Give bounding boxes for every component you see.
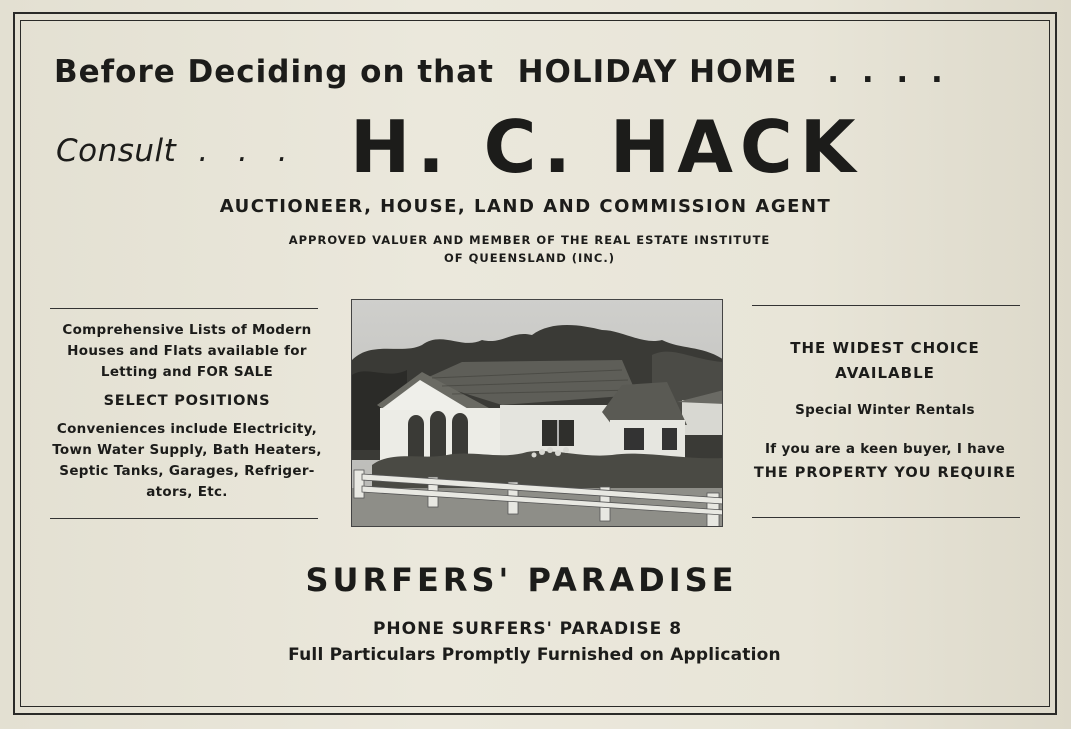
left-bottom-rule xyxy=(50,518,318,519)
conveniences-line-4: ators, Etc. xyxy=(146,484,228,500)
approved-valuer xyxy=(0,231,1071,267)
listings-block xyxy=(48,320,326,503)
listings-line-2: Houses and Flats available for xyxy=(67,343,307,359)
left-top-rule xyxy=(50,308,318,309)
conveniences-line-3: Septic Tanks, Garages, Refriger- xyxy=(59,463,315,479)
listings-line-3: Letting and FOR SALE xyxy=(100,364,274,380)
particulars-line xyxy=(0,645,1071,665)
particulars-text: Full Particulars Promptly Furnished on Application xyxy=(288,645,781,665)
agent-role xyxy=(0,196,1071,217)
location-text: SURFERS' PARADISE xyxy=(305,561,738,599)
keen-buyer-text: If you are a keen buyer, I have xyxy=(764,441,1006,457)
right-bottom-rule xyxy=(752,517,1020,518)
agent-name: H. C. HACK xyxy=(350,105,863,189)
conveniences-line-2: Town Water Supply, Bath Heaters, xyxy=(52,442,322,458)
phone-line xyxy=(0,619,1071,639)
widest-choice-line-1: THE WIDEST CHOICE xyxy=(790,339,980,357)
select-positions: SELECT POSITIONS xyxy=(103,393,271,409)
consult-dots: . . . xyxy=(198,133,298,169)
choice-block xyxy=(740,336,1030,485)
widest-choice-line-2: AVAILABLE xyxy=(835,364,935,382)
approved-line-2: OF QUEENSLAND (INC.) xyxy=(444,251,615,265)
approved-line-1: APPROVED VALUER AND MEMBER OF THE REAL ESTATE INSTITUTE xyxy=(288,233,771,247)
headline xyxy=(54,54,949,90)
house-illustration xyxy=(352,300,723,527)
consult-label: Consult xyxy=(56,133,177,169)
headline-text: Before Deciding on that xyxy=(54,54,494,90)
phone-text: PHONE SURFERS' PARADISE 8 xyxy=(372,619,683,639)
keen-buyer-block xyxy=(740,437,1030,485)
listings-line-1: Comprehensive Lists of Modern xyxy=(62,322,312,338)
house-photo xyxy=(351,299,723,527)
consult-line xyxy=(56,133,298,169)
location-title xyxy=(0,561,1071,599)
headline-dots: . . . . xyxy=(827,54,949,90)
headline-holiday: HOLIDAY HOME xyxy=(517,54,798,90)
conveniences-line-1: Conveniences include Electricity, xyxy=(56,421,318,437)
winter-rentals: Special Winter Rentals xyxy=(795,402,975,418)
property-you-require: THE PROPERTY YOU REQUIRE xyxy=(753,465,1017,481)
right-top-rule xyxy=(752,305,1020,306)
agent-role-text: AUCTIONEER, HOUSE, LAND AND COMMISSION AGENT xyxy=(219,196,832,217)
